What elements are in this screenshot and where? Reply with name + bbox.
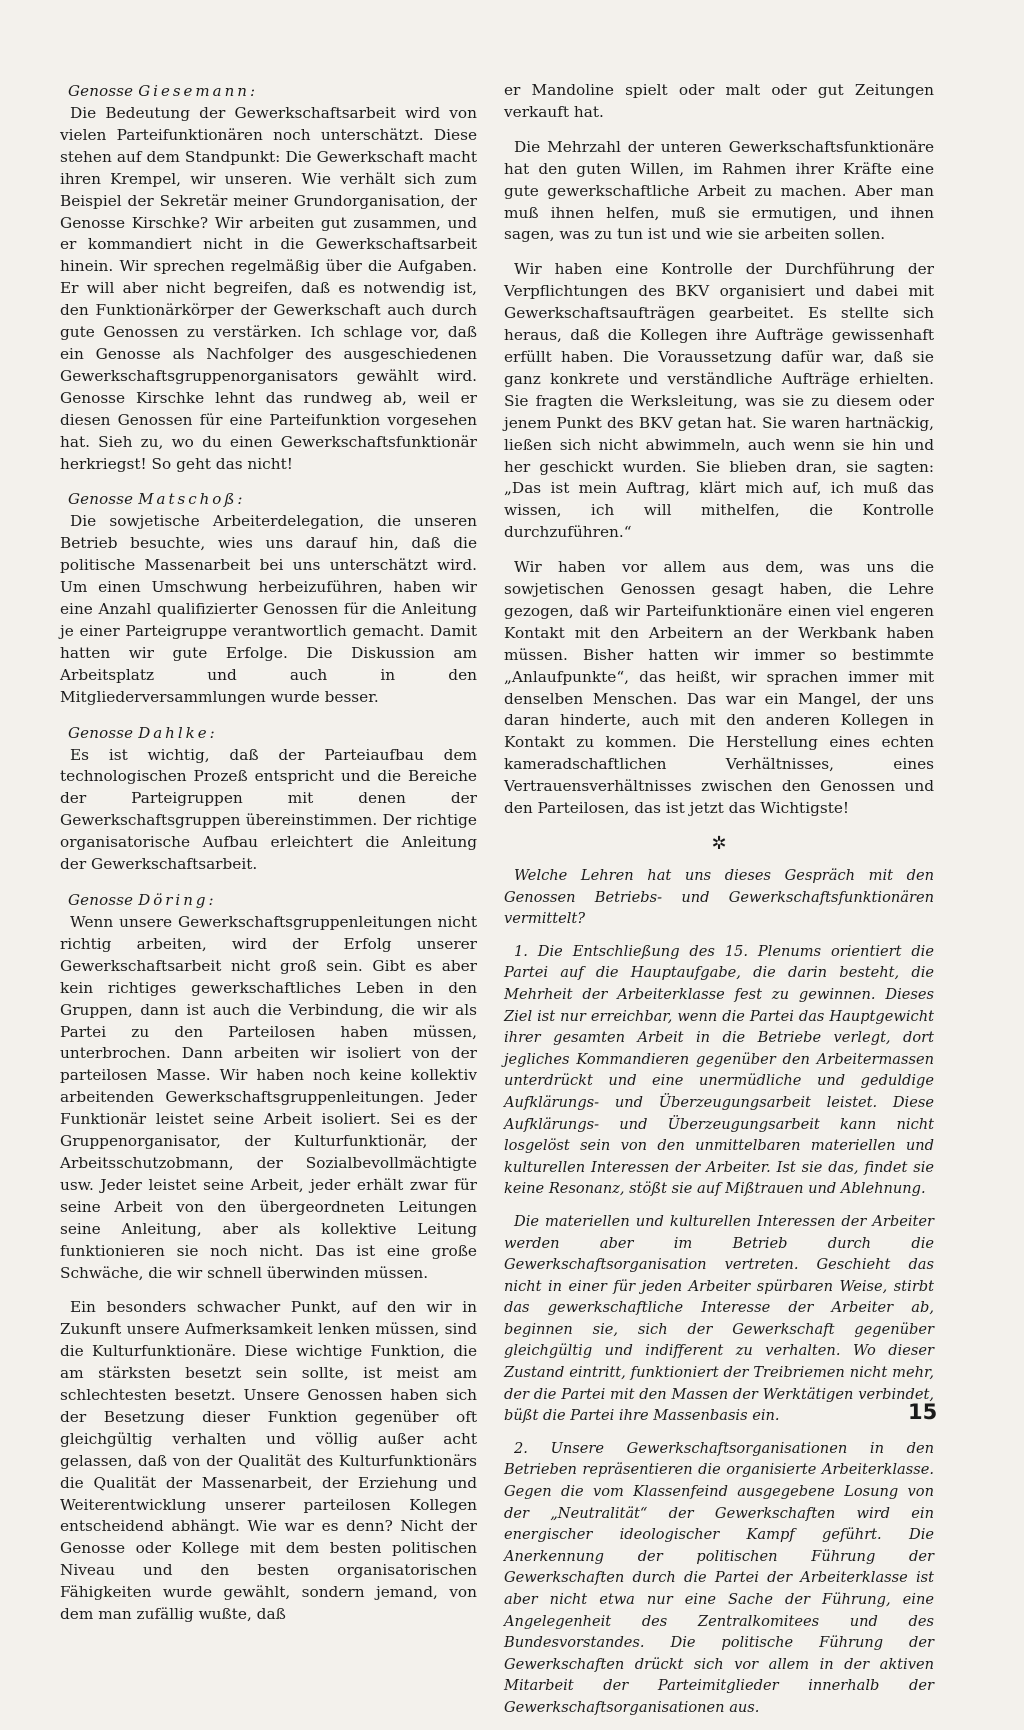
paragraph: Wenn unsere Gewerkschaftsgruppenleitungen nicht richtig arbeiten, wird der Erfolg unserer Gewerkschaftsarbeit nicht groß sein. Gibt es aber kein richtiges gewerkschaftliches Leben in den Gruppen, dann ist auch die Verbindung, die wir als Partei zu den Parteilosen haben müssen, unterbrochen. Dann arbeiten wir isoliert von der parteilosen Masse. Wir haben noch keine kollektiv arbeitenden Gewerkschaftsgruppenleitungen. Jeder Funktionär leistet seine Arbeit isoliert. Sei es der Gruppenorganisator, der Kulturfunktionär, der Arbeitsschutzobmann, der Sozialbevollmächtigte usw. Jeder leistet seine Arbeit, jeder erhält zwar für seine Arbeit von den übergeordneten Leitungen seine Anleitung, aber als kollektive Leitung funktionieren sie noch nicht. Das ist eine große Schwäche, die wir schnell überwinden müssen. bbox=[60, 913, 477, 1282]
paragraph: Wir haben vor allem aus dem, was uns die sowjetischen Genossen gesagt haben, die Lehre gezogen, daß wir Parteifunktionäre einen viel engeren Kontakt mit den Arbeitern an der Werkbank haben müssen. Bisher hatten wir immer so bestimmte „Anlaufpunkte“, das heißt, wir sprachen immer mit denselben Menschen. Das war ein Mangel, der uns daran hinderte, auch mit den anderen Kollegen in Kontakt zu kommen. Die Herstellung eines echten kameradschaftlichen Verhältnisses, eines Vertrauensverhältnisses zwischen den Genossen und den Parteilosen, das ist jetzt das Wichtigste! bbox=[504, 558, 934, 818]
paragraph: Die Bedeutung der Gewerkschaftsarbeit wird von vielen Parteifunktionären noch unterschätzt. Diese stehen auf dem Standpunkt: Die Gewerkschaft macht ihren Krempel, wir unseren. Wie verhält sich zum Beispiel der Sekretär meiner Grundorganisation, der Genosse Kirschke? Wir arbeiten gut zusammen, und er kommandiert nicht in die Gewerkschaftsarbeit hinein. Wir sprechen regelmäßig über die Aufgaben. Er will aber nicht begreifen, daß es notwendig ist, den Funktionärkörper der Gewerkschaft auch durch gute Genossen zu verstärken. Ich schlage vor, daß ein Genosse als Nachfolger des ausgeschiedenen Gewerkschaftsgruppenorganisators gewählt wird. Genosse Kirschke lehnt das rundweg ab, weil er diesen Genossen für eine Parteifunktion vorgesehen hat. Sieh zu, wo du einen Gewerkschaftsfunktionär herkriegst! So geht das nicht! bbox=[60, 104, 477, 473]
left-column bbox=[60, 80, 477, 1639]
speaker-heading: Genosse Döring: bbox=[68, 891, 214, 909]
paragraph: Ein besonders schwacher Punkt, auf den wir in Zukunft unsere Aufmerksamkeit lenken müssen, sind die Kulturfunktionäre. Diese wichtige Funktion, die am stärksten besetzt sein sollte, ist meist am schlechtesten besetzt. Unsere Genossen haben sich der Besetzung dieser Funktion gegenüber oft gleichgültig verhalten und völlig außer acht gelassen, daß von der Qualität des Kulturfunktionärs die Qualität der Massenarbeit, der Erziehung und Weiterentwicklung unserer parteilosen Kollegen entscheidend abhängt. Wie war es denn? Nicht der Genosse oder Kollege mit dem besten politischen Niveau und den besten organisatorischen Fähigkeiten wurde gewählt, sondern jemand, von dem man zufällig wußte, daß bbox=[60, 1298, 477, 1624]
right-column bbox=[504, 80, 934, 1730]
speaker-heading: Genosse Giesemann: bbox=[68, 82, 256, 100]
paragraph: 2. Unsere Gewerkschaftsorganisationen in den Betrieben repräsentieren die organisierte Arbeiterklasse. Gegen die vom Klassenfeind ausgegebene Losung von der „Neutralität“ der Gewerkschaften wird ein energischer ideologischer Kampf geführt. Die Anerkennung der politischen Führung der Gewerkschaften durch die Partei der Arbeiterklasse ist aber nicht etwa nur eine Sache der Führung, eine Angelegenheit des Zentralkomitees und des Bundesvorstandes. Die politische Führung der Gewerkschaften drückt sich vor allem in der aktiven Mitarbeit der Parteimitglieder innerhalb der Gewerkschaftsorganisationen aus. bbox=[504, 1439, 934, 1716]
paragraph: Es ist wichtig, daß der Parteiaufbau dem technologischen Prozeß entspricht und die Bereiche der Parteigruppen mit denen der Gewerkschaftsgruppen übereinstimmen. Der richtige organisatorische Aufbau erleichtert die Anleitung der Gewerkschaftsarbeit. bbox=[60, 745, 477, 874]
paragraph: Wir haben eine Kontrolle der Durchführung der Verpflichtungen des BKV organisiert und dabei mit Gewerkschaftsaufträgen gearbeitet. Es stellte sich heraus, daß die Kollegen ihre Aufträge gewissenhaft erfüllt haben. Die Voraussetzung dafür war, daß sie ganz konkrete und verständliche Aufträge erhielten. Sie fragten die Werksleitung, was sie zu diesem oder jenem Punkt des BKV getan hat. Sie waren hartnäckig, ließen sich nicht abwimmeln, auch wenn sie hin und her geschickt wurden. Sie blieben dran, sie sagten: „Das ist mein Auftrag, klärt mich auf, ich muß das wissen, ich will mithelfen, die Kontrolle durchzuführen.“ bbox=[504, 260, 934, 542]
section-divider-star-icon: ✲ bbox=[711, 833, 727, 854]
paragraph: Die sowjetische Arbeiterdelegation, die unseren Betrieb besuchte, wies uns darauf hin, daß die politische Massenarbeit bei uns unterschätzt wird. Um einen Umschwung herbeizuführen, haben wir eine Anzahl qualifizierter Genossen für die Anleitung je einer Parteigruppe verantwortlich gemacht. Damit hatten wir gute Erfolge. Die Diskussion am Arbeitsplatz und auch in den Mitgliederversammlungen wurde besser. bbox=[60, 512, 477, 706]
paragraph: 1. Die Entschließung des 15. Plenums orientiert die Partei auf die Hauptaufgabe, die darin besteht, die Mehrheit der Arbeiterklasse fest zu gewinnen. Dieses Ziel ist nur erreichbar, wenn die Partei das Hauptgewicht ihrer gesamten Arbeit in die Betriebe verlegt, dort jegliches Kommandieren gegenüber den Arbeitermassen unterdrückt und eine unermüdliche und geduldige Aufklärungs- und Überzeugungsarbeit leistet. Diese Aufklärungs- und Überzeugungsarbeit kann nicht losgelöst sein von den unmittelbaren materiellen und kulturellen Interessen der Arbeiter. Ist sie das, findet sie keine Resonanz, stößt sie auf Mißtrauen und Ablehnung. bbox=[504, 942, 934, 1198]
speaker-heading: Genosse Dahlke: bbox=[68, 723, 215, 742]
speaker-heading: Genosse Matschoß: bbox=[68, 490, 243, 509]
conclusions-section bbox=[504, 865, 934, 1719]
question-paragraph: Welche Lehren hat uns dieses Gespräch mit den Genossen Betriebs- und Gewerkschaftsfunktionären vermittelt? bbox=[504, 867, 934, 928]
paragraph: Die materiellen und kulturellen Interessen der Arbeiter werden aber im Betrieb durch die Gewerkschaftsorganisation vertreten. Geschieht das nicht in einer für jeden Arbeiter spürbaren Weise, stirbt das gewerkschaftliche Interesse der Arbeiter ab, beginnen sie, sich der Gewerkschaft gegenüber gleichgültig und indifferent zu verhalten. Wo dieser Zustand eintritt, funktioniert der Treibriemen nicht mehr, der die Partei mit den Massen der Werktätigen verbindet, büßt die Partei ihre Massenbasis ein. bbox=[504, 1212, 934, 1425]
paragraph: Die Mehrzahl der unteren Gewerkschaftsfunktionäre hat den guten Willen, im Rahmen ihrer Kräfte eine gute gewerkschaftliche Arbeit zu machen. Aber man muß ihnen helfen, muß sie ermutigen, und ihnen sagen, was zu tun ist und wie sie arbeiten sollen. bbox=[504, 137, 934, 244]
continuation-paragraph: er Mandoline spielt oder malt oder gut Zeitungen verkauft hat. bbox=[504, 81, 934, 121]
page-number: 15 bbox=[908, 1400, 938, 1424]
